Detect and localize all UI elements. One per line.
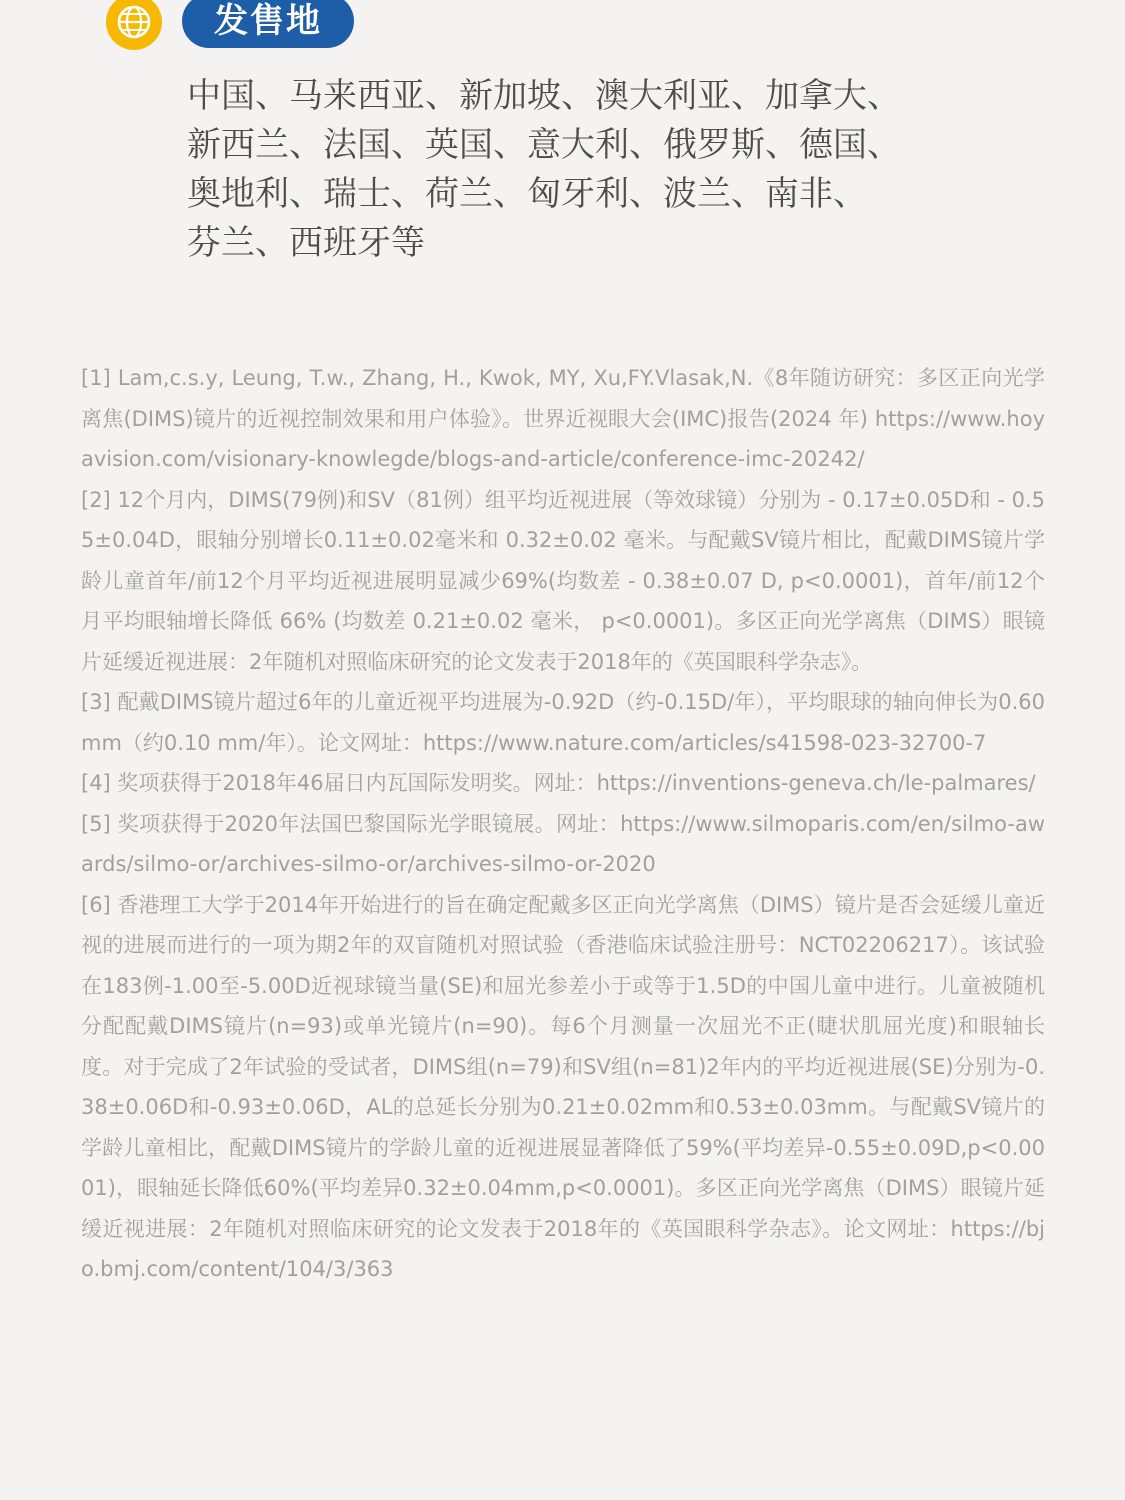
sales-region-title: 发售地 [182, 0, 354, 48]
country-line: 中国、马来西亚、新加坡、澳大利亚、加拿大、 [187, 76, 901, 116]
country-line: 芬兰、西班牙等 [187, 223, 425, 263]
reference-item: [3] 配戴DIMS镜片超过6年的儿童近视平均进展为-0.92D（约-0.15D/年），平均眼球的轴向伸长为0.60 mm（约0.10 mm/年）。论文网址：https://www.nature.com/articles/s41598-023-32700-7 [81, 690, 1045, 755]
globe-icon [106, 0, 162, 50]
country-list [187, 72, 927, 268]
country-line: 新西兰、法国、英国、意大利、俄罗斯、德国、 [187, 125, 901, 165]
reference-item: [6] 香港理工大学于2014年开始进行的旨在确定配戴多区正向光学离焦（DIMS）镜片是否会延缓儿童近视的进展而进行的一项为期2年的双盲随机对照试验（香港临床试验注册号：NCT02206217）。该试验在183例-1.00至-5.00D近视球镜当量(SE)和屈光参差小于或等于1.5D的中国儿童中进行。儿童被随机分配配戴DIMS镜片(n=93)或单光镜片(n=90)。每6个月测量一次屈光不正(睫状肌屈光度)和眼轴长度。对于完成了2年试验的受试者，DIMS组(n=79)和SV组(n=81)2年内的平均近视进展(SE)分别为-0.38±0.06D和-0.93±0.06D，AL的总延长分别为0.21±0.02mm和0.53±0.03mm。与配戴SV镜片的学龄儿童相比，配戴DIMS镜片的学龄儿童的近视进展显著降低了59%(平均差异-0.55±0.09D,p<0.0001)，眼轴延长降低60%(平均差异0.32±0.04mm,p<0.0001)。多区正向光学离焦（DIMS）眼镜片延缓近视进展：2年随机对照临床研究的论文发表于2018年的《英国眼科学杂志》。论文网址：https://bjo.bmj.com/content/104/3/363 [81, 892, 1045, 1281]
reference-item: [4] 奖项获得于2018年46届日内瓦国际发明奖。网址：https://inventions-geneva.ch/le-palmares/ [81, 771, 1036, 795]
reference-item: [1] Lam,c.s.y, Leung, T.w., Zhang, H., Kwok, MY, Xu,FY.Vlasak,N.《8年随访研究：多区正向光学离焦(DIMS)镜片的近视控制效果和用户体验》。世界近视眼大会(IMC)报告(2024 年) https://www.hoyavision.com/visionary-knowlegde/blogs-and-article/conference-imc-20242/ [81, 366, 1045, 471]
reference-item: [5] 奖项获得于2020年法国巴黎国际光学眼镜展。网址：https://www.silmoparis.com/en/silmo-awards/silmo-or/archives-silmo-or/archives-silmo-or-2020 [81, 811, 1045, 876]
reference-list [81, 358, 1045, 1290]
reference-item: [2] 12个月内，DIMS(79例)和SV（81例）组平均近视进展（等效球镜）分别为 - 0.17±0.05D和 - 0.55±0.04D，眼轴分别增长0.11±0.02毫米和 0.32±0.02 毫米。与配戴SV镜片相比，配戴DIMS镜片学龄儿童首年/前12个月平均近视进展明显减少69%(均数差 - 0.38±0.07 D, p<0.0001)，首年/前12个月平均眼轴增长降低 66% (均数差 0.21±0.02 毫米， p<0.0001)。多区正向光学离焦（DIMS）眼镜片延缓近视进展：2年随机对照临床研究的论文发表于2018年的《英国眼科学杂志》。 [81, 487, 1045, 674]
country-line: 奥地利、瑞士、荷兰、匈牙利、波兰、南非、 [187, 174, 867, 214]
sales-region-header [0, 0, 1125, 60]
